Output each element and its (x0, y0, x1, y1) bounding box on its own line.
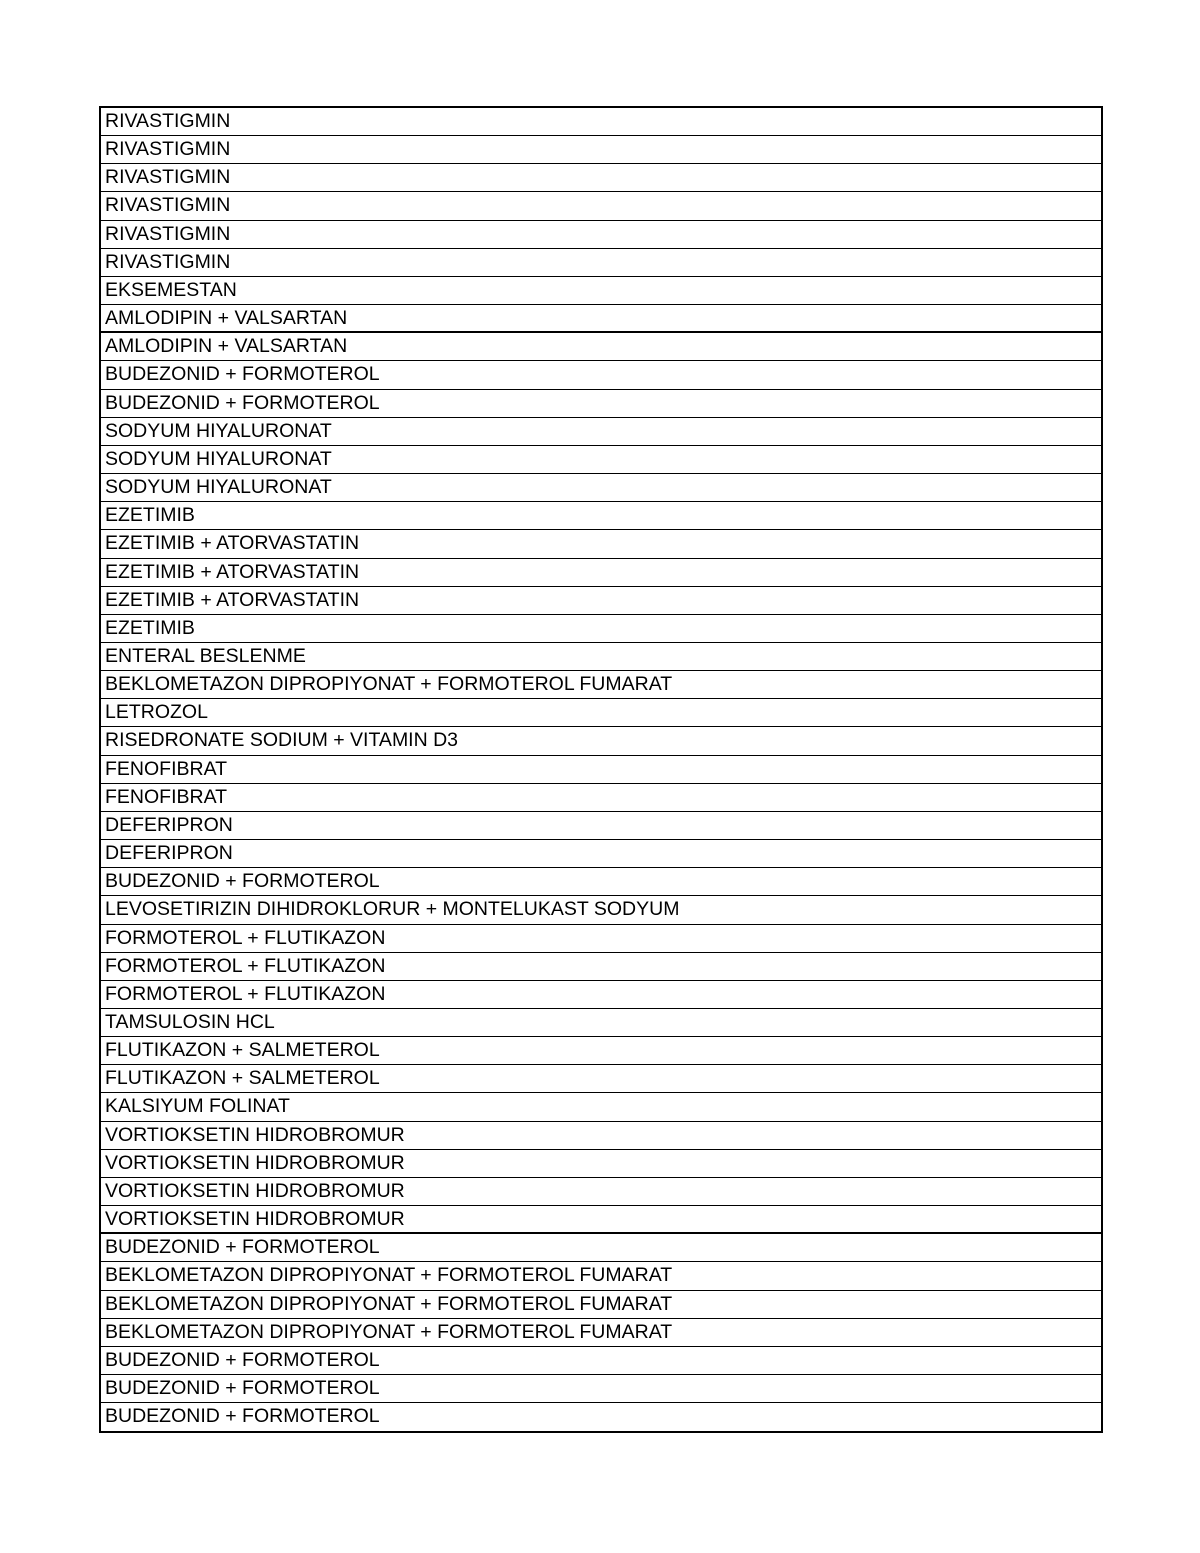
table-row: FENOFIBRAT (101, 784, 1101, 812)
table-row: BEKLOMETAZON DIPROPIYONAT + FORMOTEROL FUMARAT (101, 1319, 1101, 1347)
table-row: FORMOTEROL + FLUTIKAZON (101, 925, 1101, 953)
table-row: EZETIMIB + ATORVASTATIN (101, 559, 1101, 587)
table-row: LETROZOL (101, 699, 1101, 727)
table-row: VORTIOKSETIN HIDROBROMUR (101, 1206, 1101, 1234)
table-row: KALSIYUM FOLINAT (101, 1093, 1101, 1121)
table-row: SODYUM HIYALURONAT (101, 446, 1101, 474)
table-row: BUDEZONID + FORMOTEROL (101, 1234, 1101, 1262)
table-row: EZETIMIB + ATORVASTATIN (101, 587, 1101, 615)
table-row: FLUTIKAZON + SALMETEROL (101, 1037, 1101, 1065)
table-row: SODYUM HIYALURONAT (101, 474, 1101, 502)
table-row: RIVASTIGMIN (101, 192, 1101, 220)
table-row: BEKLOMETAZON DIPROPIYONAT + FORMOTEROL FUMARAT (101, 1262, 1101, 1290)
table-row: FORMOTEROL + FLUTIKAZON (101, 981, 1101, 1009)
table-row: AMLODIPIN + VALSARTAN (101, 305, 1101, 333)
table-row: DEFERIPRON (101, 840, 1101, 868)
table-row: LEVOSETIRIZIN DIHIDROKLORUR + MONTELUKAST SODYUM (101, 896, 1101, 924)
table-row: EKSEMESTAN (101, 277, 1101, 305)
table-row: TAMSULOSIN HCL (101, 1009, 1101, 1037)
table-row: BUDEZONID + FORMOTEROL (105, 1405, 380, 1428)
table-row: RIVASTIGMIN (101, 164, 1101, 192)
table-row: ENTERAL BESLENME (101, 643, 1101, 671)
table-row: RIVASTIGMIN (101, 136, 1101, 164)
table-row: BUDEZONID + FORMOTEROL (101, 390, 1101, 418)
table-row: BEKLOMETAZON DIPROPIYONAT + FORMOTEROL FUMARAT (101, 671, 1101, 699)
table-row: FENOFIBRAT (101, 756, 1101, 784)
table-row: VORTIOKSETIN HIDROBROMUR (101, 1178, 1101, 1206)
table-row: BUDEZONID + FORMOTEROL (101, 1347, 1101, 1375)
table-row: VORTIOKSETIN HIDROBROMUR (101, 1150, 1101, 1178)
table-row: AMLODIPIN + VALSARTAN (101, 333, 1101, 361)
table-row: FLUTIKAZON + SALMETEROL (101, 1065, 1101, 1093)
table-row: DEFERIPRON (101, 812, 1101, 840)
table-row: BUDEZONID + FORMOTEROL (101, 868, 1101, 896)
table-row: EZETIMIB + ATORVASTATIN (101, 530, 1101, 558)
table-row: RIVASTIGMIN (101, 249, 1101, 277)
table-row: VORTIOKSETIN HIDROBROMUR (101, 1122, 1101, 1150)
table-row: EZETIMIB (101, 615, 1101, 643)
table-row: RIVASTIGMIN (101, 221, 1101, 249)
table-row: BUDEZONID + FORMOTEROL (101, 1375, 1101, 1403)
drug-list-table (99, 106, 1103, 1433)
table-row: FORMOTEROL + FLUTIKAZON (101, 953, 1101, 981)
table-row: RIVASTIGMIN (101, 108, 1101, 136)
table-row: SODYUM HIYALURONAT (101, 418, 1101, 446)
table-row: EZETIMIB (101, 502, 1101, 530)
table-row: BUDEZONID + FORMOTEROL (101, 361, 1101, 389)
table-row: BEKLOMETAZON DIPROPIYONAT + FORMOTEROL FUMARAT (101, 1291, 1101, 1319)
table-row: RISEDRONATE SODIUM + VITAMIN D3 (101, 727, 1101, 755)
